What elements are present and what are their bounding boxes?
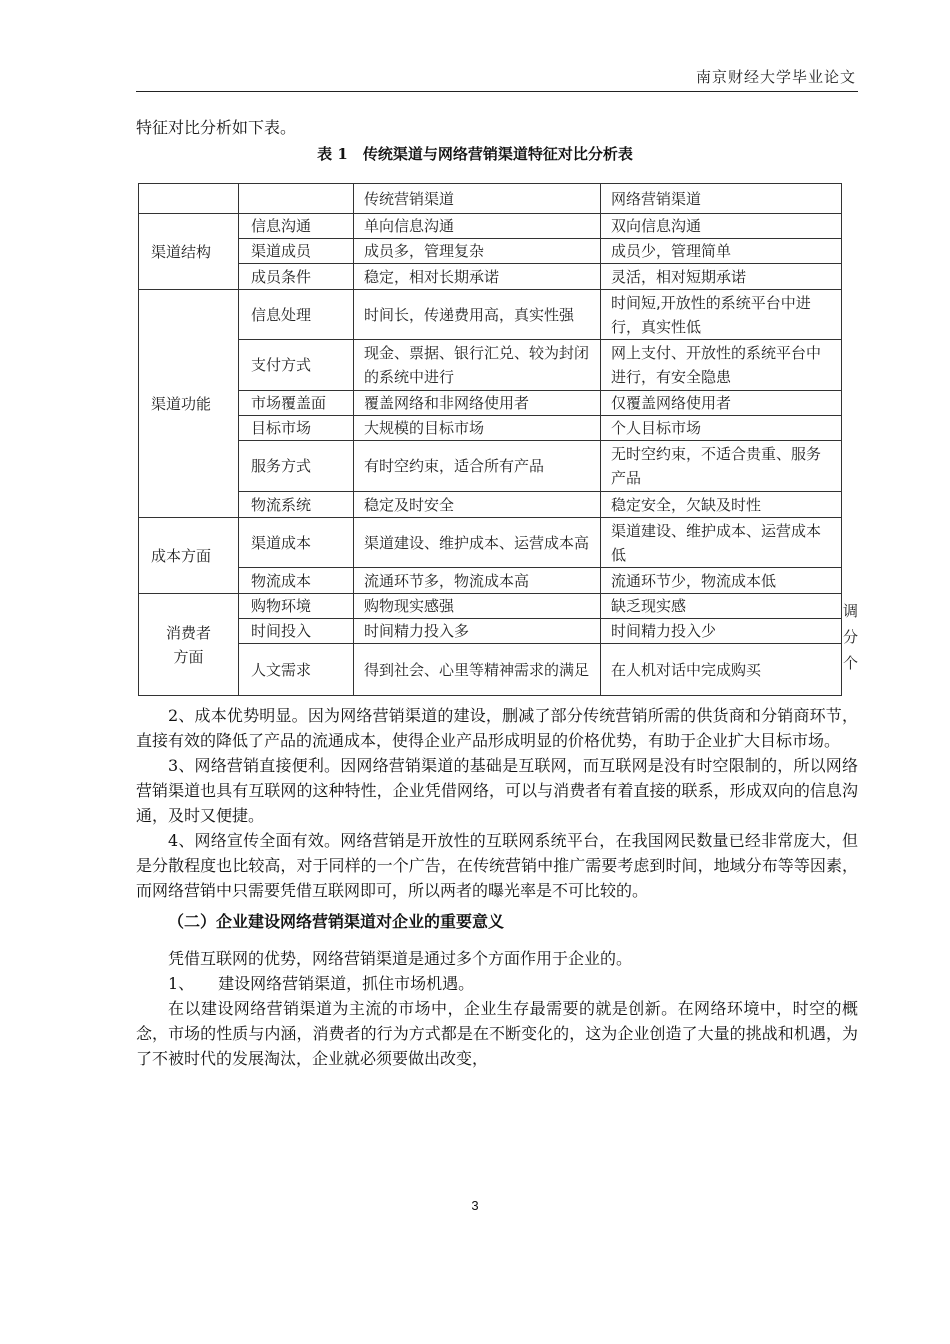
table-row — [139, 644, 842, 696]
traditional-cell: 有时空约束，适合所有产品 — [354, 441, 601, 492]
paragraph: 2、成本优势明显。因为网络营销渠道的建设，删减了部分传统营销所需的供货商和分销商环节，直接有效的降低了产品的流通成本，使得企业产品形成明显的价格优势，有助于企业扩大目标市场。 — [136, 706, 858, 750]
online-cell: 成员少，管理简单 — [601, 239, 842, 264]
sub-cell: 物流系统 — [239, 492, 354, 518]
sub-cell: 时间投入 — [239, 619, 354, 644]
table-row — [139, 492, 842, 518]
online-cell: 流通环节少，物流成本低 — [601, 568, 842, 594]
online-cell: 双向信息沟通 — [601, 214, 842, 239]
group-cell: 消费者方面 — [139, 594, 239, 696]
table-row — [139, 214, 842, 239]
sub-cell: 目标市场 — [239, 416, 354, 441]
table-row — [139, 340, 842, 391]
traditional-cell: 时间精力投入多 — [354, 619, 601, 644]
table-row — [139, 416, 842, 441]
traditional-cell: 稳定及时安全 — [354, 492, 601, 518]
sub-cell: 市场覆盖面 — [239, 391, 354, 416]
sub-cell: 信息沟通 — [239, 214, 354, 239]
section-heading: （二）企业建设网络营销渠道对企业的重要意义 — [168, 912, 505, 931]
sub-cell: 渠道成本 — [239, 518, 354, 568]
table-row — [139, 594, 842, 619]
header-cell-online: 网络营销渠道 — [601, 184, 842, 214]
table-row — [139, 264, 842, 290]
header-cell-empty — [139, 184, 239, 214]
sub-cell: 渠道成员 — [239, 239, 354, 264]
traditional-cell: 流通环节多，物流成本高 — [354, 568, 601, 594]
header-cell-traditional: 传统营销渠道 — [354, 184, 601, 214]
sub-cell: 购物环境 — [239, 594, 354, 619]
traditional-cell: 购物现实感强 — [354, 594, 601, 619]
online-cell: 在人机对话中完成购买 — [601, 644, 842, 696]
sub-cell: 成员条件 — [239, 264, 354, 290]
intro-text: 特征对比分析如下表。 — [136, 118, 297, 137]
header-cell-empty — [239, 184, 354, 214]
online-cell: 网上支付、开放性的系统平台中进行，有安全隐患 — [601, 340, 842, 391]
paragraph: 1、 建设网络营销渠道，抓住市场机遇。 — [168, 974, 475, 993]
table-header-row — [139, 184, 842, 214]
traditional-cell: 覆盖网络和非网络使用者 — [354, 391, 601, 416]
table-row — [139, 391, 842, 416]
paragraph: 4、网络宣传全面有效。网络营销是开放性的互联网系统平台，在我国网民数量已经非常庞大，但是分散程度也比较高，对于同样的一个广告，在传统营销中推广需要考虑到时间，地域分布等等因素，而网络营销中只需要凭借互联网即可，所以两者的曝光率是不可比较的。 — [136, 831, 858, 900]
online-cell: 时间精力投入少 — [601, 619, 842, 644]
traditional-cell: 大规模的目标市场 — [354, 416, 601, 441]
header-title: 南京财经大学毕业论文 — [695, 68, 856, 86]
sub-cell: 人文需求 — [239, 644, 354, 696]
online-cell: 稳定安全，欠缺及时性 — [601, 492, 842, 518]
online-cell: 灵活，相对短期承诺 — [601, 264, 842, 290]
comparison-table — [138, 183, 842, 696]
online-cell: 渠道建设、维护成本、运营成本低 — [601, 518, 842, 568]
table-row — [139, 518, 842, 568]
body-text — [136, 703, 858, 1071]
page-header — [136, 60, 858, 92]
traditional-cell: 现金、票据、银行汇兑、较为封闭的系统中进行 — [354, 340, 601, 391]
table-row — [139, 239, 842, 264]
sub-cell: 服务方式 — [239, 441, 354, 492]
paragraph: 凭借互联网的优势，网络营销渠道是通过多个方面作用于企业的。 — [168, 949, 633, 968]
table-row — [139, 290, 842, 340]
online-cell: 个人目标市场 — [601, 416, 842, 441]
table-row — [139, 619, 842, 644]
online-cell: 无时空约束，不适合贵重、服务产品 — [601, 441, 842, 492]
traditional-cell: 稳定，相对长期承诺 — [354, 264, 601, 290]
margin-note: 调分个 — [843, 602, 859, 672]
traditional-cell: 得到社会、心里等精神需求的满足 — [354, 644, 601, 696]
sub-cell: 信息处理 — [239, 290, 354, 340]
traditional-cell: 时间长，传递费用高，真实性强 — [354, 290, 601, 340]
page-number: 3 — [471, 1198, 479, 1213]
online-cell: 缺乏现实感 — [601, 594, 842, 619]
table-row — [139, 441, 842, 492]
sub-cell: 支付方式 — [239, 340, 354, 391]
table-row — [139, 568, 842, 594]
paragraph: 在以建设网络营销渠道为主流的市场中，企业生存最需要的就是创新。在网络环境中，时空的概念，市场的性质与内涵，消费者的行为方式都是在不断变化的，这为企业创造了大量的挑战和机遇，为了不被时代的发展淘汰，企业就必须要做出改变， — [136, 999, 858, 1068]
online-cell: 仅覆盖网络使用者 — [601, 391, 842, 416]
paragraph: 3、网络营销直接便利。因网络营销渠道的基础是互联网，而互联网是没有时空限制的，所以网络营销渠道也具有互联网的这种特性，企业凭借网络，可以与消费者有着直接的联系，形成双向的信息沟通，及时又便捷。 — [136, 756, 858, 825]
traditional-cell: 渠道建设、维护成本、运营成本高 — [354, 518, 601, 568]
group-cell: 渠道结构 — [139, 214, 239, 290]
traditional-cell: 成员多，管理复杂 — [354, 239, 601, 264]
group-cell: 成本方面 — [139, 518, 239, 594]
traditional-cell: 单向信息沟通 — [354, 214, 601, 239]
sub-cell: 物流成本 — [239, 568, 354, 594]
group-cell: 渠道功能 — [139, 290, 239, 518]
online-cell: 时间短,开放性的系统平台中进行，真实性低 — [601, 290, 842, 340]
table-caption: 表 1 传统渠道与网络营销渠道特征对比分析表 — [317, 145, 633, 163]
